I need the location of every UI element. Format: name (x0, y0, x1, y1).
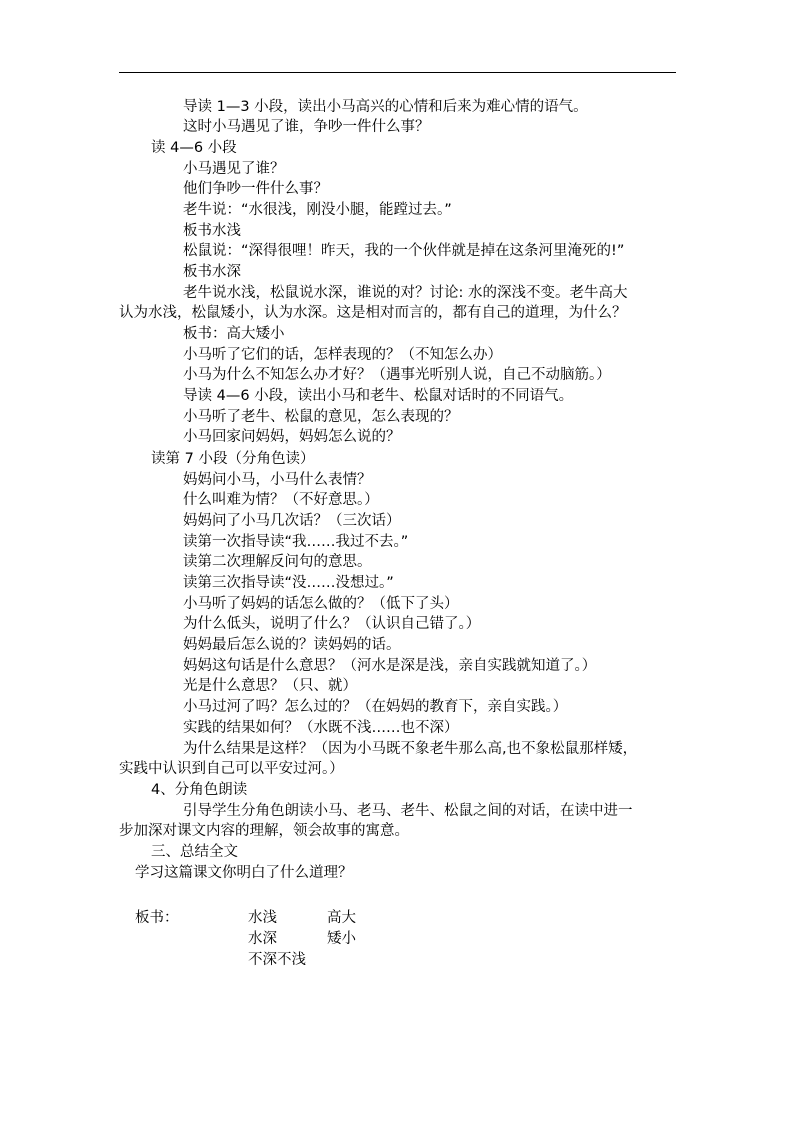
text-line: 导读 4—6 小段，读出小马和老牛、松鼠对话时的不同语气。 (183, 388, 574, 404)
text-line: 引导学生分角色朗读小马、老马、老牛、松鼠之间的对话，在读中进一 (183, 803, 633, 819)
text-line: 小马遇见了谁？ (183, 161, 285, 177)
text-line: 板书水浅 (183, 223, 241, 239)
text-line: 小马过河了吗？怎么过的？（在妈妈的教育下，亲自实践。） (183, 699, 568, 715)
board-item: 水深 (248, 931, 277, 947)
text-line: 实践的结果如何？（水既不浅……也不深） (183, 720, 459, 736)
section-heading: 三、总结全文 (151, 844, 238, 860)
section-heading: 读第 7 小段（分角色读） (151, 451, 315, 467)
board-item: 水浅 (248, 910, 277, 926)
text-line: 妈妈问了小马几次话？（三次话） (183, 513, 401, 529)
text-line: 他们争吵一件什么事？ (183, 181, 328, 197)
text-line: 板书：高大矮小 (183, 326, 285, 342)
text-line: 妈妈最后怎么说的？读妈妈的话。 (183, 637, 401, 653)
text-line: 妈妈这句话是什么意思？（河水是深是浅，亲自实践就知道了。） (183, 658, 597, 674)
header-rule (119, 72, 676, 73)
text-line: 为什么结果是这样？（因为小马既不象老牛那么高,也不象松鼠那样矮， (183, 741, 638, 757)
text-line: 板书水深 (183, 264, 241, 280)
text-line: 小马听了妈妈的话怎么做的？（低下了头） (183, 596, 459, 612)
text-line: 认为水浅，松鼠矮小，认为水深。这是相对而言的，都有自己的道理，为什么？ (119, 305, 627, 321)
board-label: 板书： (135, 910, 179, 926)
board-item: 不深不浅 (248, 952, 306, 968)
text-line: 光是什么意思？（只、就） (183, 678, 357, 694)
text-line: 实践中认识到自己可以平安过河。） (119, 761, 344, 777)
text-line: 妈妈问小马，小马什么表情？ (183, 472, 372, 488)
text-line: 步加深对课文内容的理解，领会故事的寓意。 (119, 823, 409, 839)
text-line: 导读 1—3 小段，读出小马高兴的心情和后来为难心情的语气。 (183, 99, 588, 115)
text-line: 老牛说：“水很浅，刚没小腿，能蹚过去。” (183, 202, 452, 218)
text-line: 小马听了老牛、松鼠的意见，怎么表现的？ (183, 409, 459, 425)
text-line: 读第一次指导读“我……我过不去。” (183, 534, 409, 550)
text-line: 为什么低头，说明了什么？（认识自己错了。） (183, 616, 481, 632)
board-item: 高大 (327, 910, 356, 926)
text-line: 什么叫难为情？（不好意思。） (183, 492, 379, 508)
text-line: 小马回家问妈妈，妈妈怎么说的？ (183, 429, 401, 445)
text-line: 学习这篇课文你明白了什么道理？ (135, 865, 353, 881)
section-heading: 4、分角色朗读 (151, 782, 248, 798)
text-line: 老牛说水浅，松鼠说水深，谁说的对？讨论: 水的深浅不变。老牛高大 (183, 285, 628, 301)
text-line: 这时小马遇见了谁，争吵一件什么事？ (183, 119, 430, 135)
text-line: 读第二次理解反问句的意思。 (183, 554, 372, 570)
text-line: 小马为什么不知怎么办才好？（遇事光听别人说，自己不动脑筋。） (183, 367, 611, 383)
text-line: 小马听了它们的话，怎样表现的？（不知怎么办） (183, 347, 502, 363)
text-line: 松鼠说：“深得很哩！昨天，我的一个伙伴就是掉在这条河里淹死的!” (183, 243, 625, 259)
section-heading: 读 4—6 小段 (151, 140, 237, 156)
text-line: 读第三次指导读“没……没想过。” (183, 575, 394, 591)
board-item: 矮小 (327, 931, 356, 947)
